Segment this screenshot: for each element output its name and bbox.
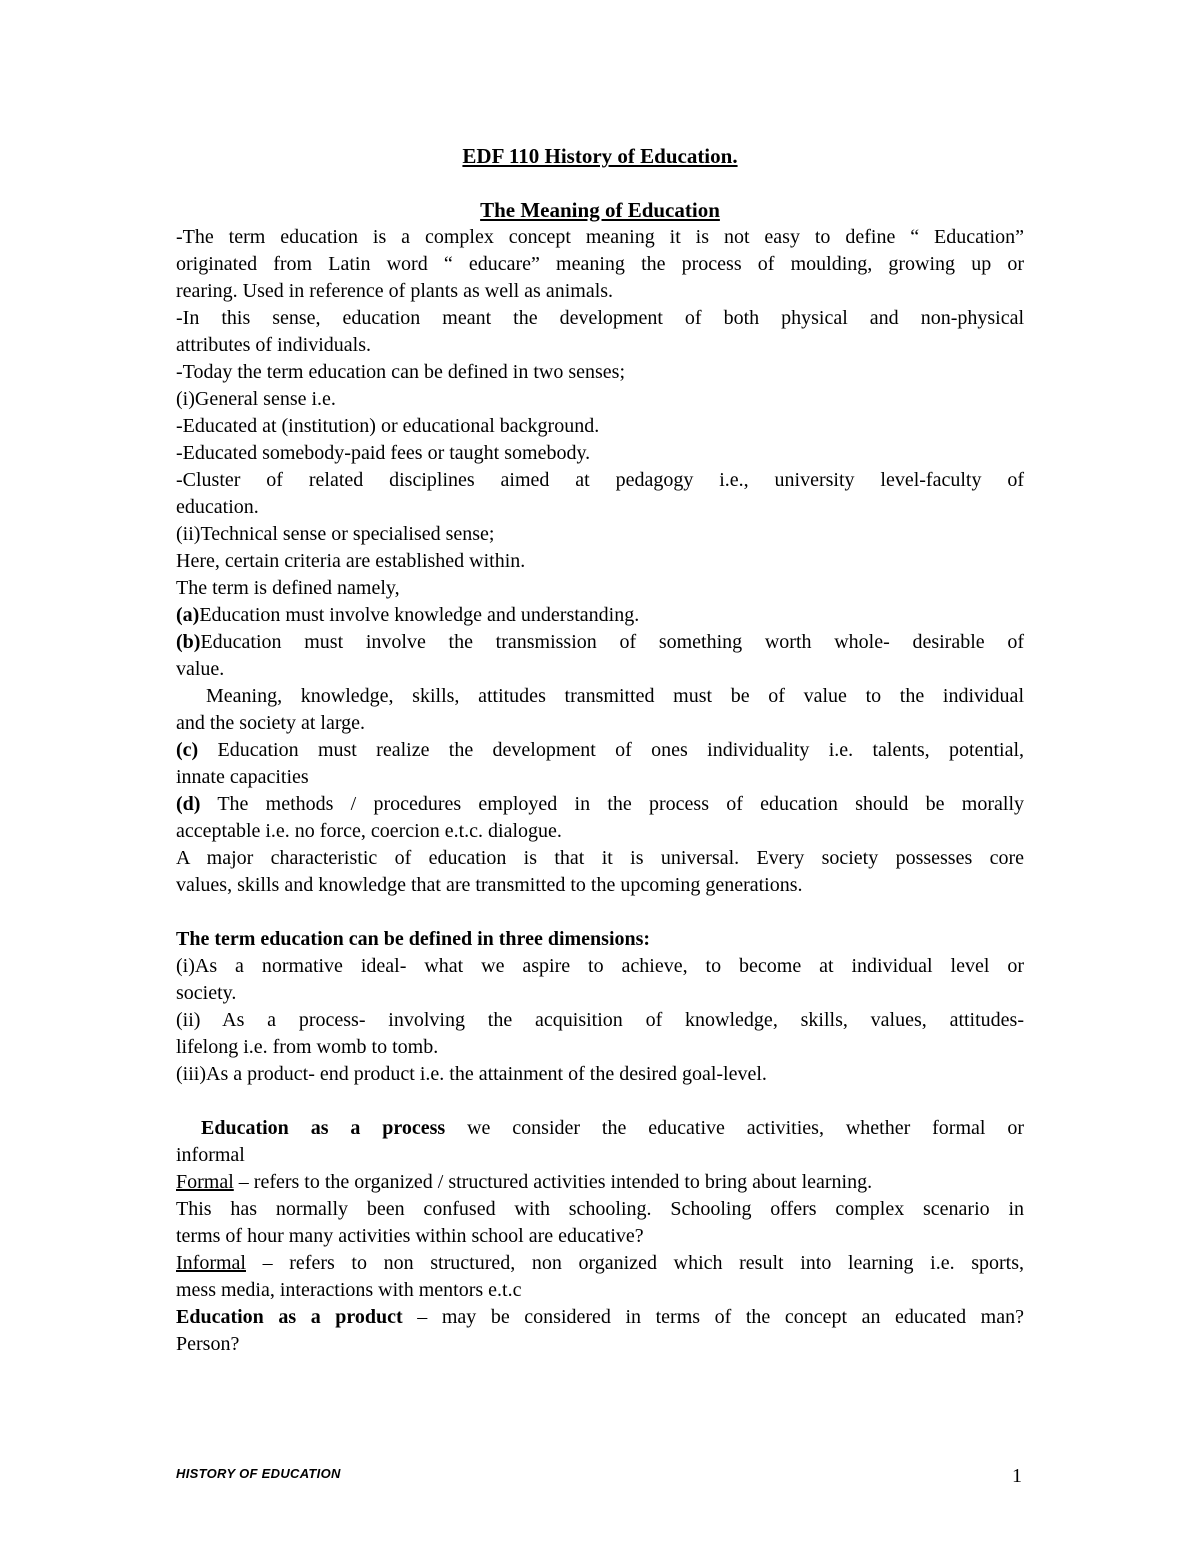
list-item: [176, 737, 1024, 764]
text-line: -The term education is a complex concept meaning it is not easy to define “ Education”: [176, 226, 1024, 248]
list-marker: (ii): [176, 1009, 201, 1031]
running-footer-title: HISTORY OF EDUCATION: [176, 1466, 341, 1481]
list-item: [176, 1061, 1024, 1088]
text-line: acceptable i.e. no force, coercion e.t.c. dialogue.: [176, 820, 562, 842]
text-line: mess media, interactions with mentors e.t.c: [176, 1279, 522, 1301]
list-text: General sense i.e.: [194, 388, 336, 410]
text-line: -Today the term education can be defined in two senses;: [176, 361, 626, 383]
list-marker: (d): [176, 793, 201, 815]
list-text: As a process- involving the acquisition of knowledge, skills, values, attitudes-: [200, 1009, 1024, 1031]
list-item: [176, 521, 1024, 548]
text-line: -Educated somebody-paid fees or taught somebody.: [176, 442, 591, 464]
list-marker: (ii): [176, 523, 201, 545]
spacer: [176, 1088, 1024, 1115]
list-text: Education must involve the transmission of something worth whole- desirable of: [200, 631, 1024, 653]
list-item: [176, 629, 1024, 656]
text-line: Meaning, knowledge, skills, attitudes transmitted must be of value to the individual: [206, 685, 1024, 707]
inline-heading: Education as a product: [176, 1306, 403, 1328]
text-line: values, skills and knowledge that are transmitted to the upcoming generations.: [176, 874, 803, 896]
list-marker: (a): [176, 604, 200, 626]
list-text: Technical sense or specialised sense;: [200, 523, 495, 545]
list-marker: (i): [176, 955, 195, 977]
list-text: As a product- end product i.e. the attainment of the desired goal-level.: [206, 1063, 767, 1085]
paragraph-line: [176, 1304, 1024, 1331]
definition-text: – refers to the organized / structured activities intended to bring about learning.: [233, 1171, 873, 1193]
text-line: value.: [176, 658, 225, 680]
definition-text: – refers to non structured, non organized which result into learning i.e. sports,: [245, 1252, 1024, 1274]
text-line: A major characteristic of education is that it is universal. Every society possesses core: [176, 847, 1024, 869]
inline-heading: Education as a process: [201, 1117, 446, 1139]
list-marker: (c): [176, 739, 199, 761]
text-line: education.: [176, 496, 259, 518]
list-item: [176, 953, 1024, 980]
section-title: The Meaning of Education: [480, 198, 720, 222]
spacer: [176, 899, 1024, 926]
text-line: informal: [176, 1144, 245, 1166]
term-informal: Informal: [176, 1252, 246, 1274]
list-text: Education must realize the development of ones individuality i.e. talents, potential,: [198, 739, 1024, 761]
text-line: rearing. Used in reference of plants as well as animals.: [176, 280, 614, 302]
list-text: The methods / procedures employed in the process of education should be morally: [200, 793, 1024, 815]
text-line: This has normally been confused with schooling. Schooling offers complex scenario in: [176, 1198, 1024, 1220]
paragraph-text: – may be considered in terms of the concept an educated man?: [402, 1306, 1024, 1328]
text-line: innate capacities: [176, 766, 309, 788]
text-line: Person?: [176, 1333, 240, 1355]
list-item: [176, 602, 1024, 629]
list-text: Education must involve knowledge and understanding.: [199, 604, 640, 626]
text-line: Here, certain criteria are established within.: [176, 550, 526, 572]
term-formal: Formal: [176, 1171, 234, 1193]
list-item: [176, 1007, 1024, 1034]
section-heading: The term education can be defined in three dimensions:: [176, 928, 651, 950]
page-number: 1: [1012, 1465, 1022, 1487]
text-line: -In this sense, education meant the development of both physical and non-physical: [176, 307, 1024, 329]
definition-line: [176, 1169, 1024, 1196]
document-title: EDF 110 History of Education.: [462, 144, 738, 168]
paragraph-text: we consider the educative activities, whether formal or: [445, 1117, 1024, 1139]
text-line: terms of hour many activities within school are educative?: [176, 1225, 644, 1247]
paragraph-line: [176, 1115, 1024, 1142]
list-item: [176, 791, 1024, 818]
text-line: and the society at large.: [176, 712, 366, 734]
definition-line: [176, 1250, 1024, 1277]
list-marker: (b): [176, 631, 201, 653]
list-text: As a normative ideal- what we aspire to achieve, to become at individual level or: [194, 955, 1024, 977]
text-line: originated from Latin word “ educare” meaning the process of moulding, growing up or: [176, 253, 1024, 275]
list-marker: (iii): [176, 1063, 206, 1085]
text-line: lifelong i.e. from womb to tomb.: [176, 1036, 439, 1058]
text-line: -Educated at (institution) or educational background.: [176, 415, 600, 437]
text-line: -Cluster of related disciplines aimed at pedagogy i.e., university level-faculty of: [176, 469, 1024, 491]
text-line: society.: [176, 982, 237, 1004]
text-line: The term is defined namely,: [176, 577, 400, 599]
document-body: [176, 224, 1024, 1358]
list-item: [176, 386, 1024, 413]
list-marker: (i): [176, 388, 195, 410]
text-line: attributes of individuals.: [176, 334, 371, 356]
